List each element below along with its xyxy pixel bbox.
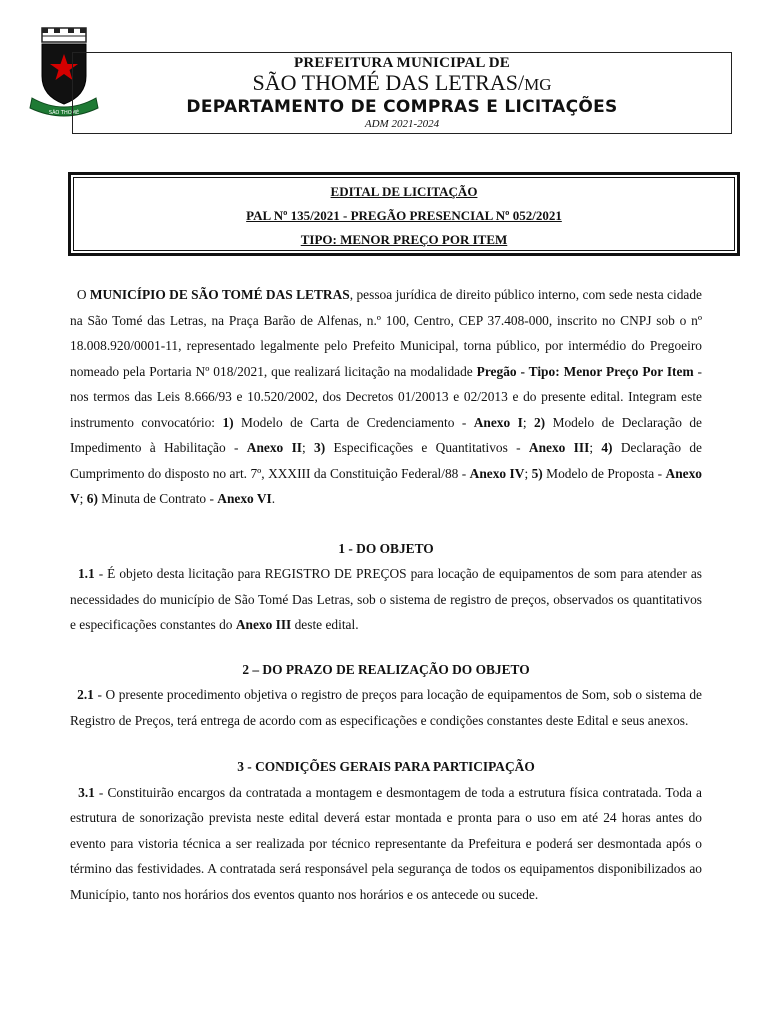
municipal-crest [28, 24, 80, 120]
section-3-title: 3 - CONDIÇÕES GERAIS PARA PARTICIPAÇÃO [237, 759, 535, 774]
edital-process-number: PAL Nº 135/2021 - PREGÃO PRESENCIAL Nº 052/2021 [246, 208, 562, 223]
header-administration: ADM 2021-2024 [364, 118, 440, 130]
section-1-title: 1 - DO OBJETO [338, 540, 434, 556]
svg-text:SÃO THOMÉ: SÃO THOMÉ [48, 110, 80, 116]
section-2-paragraph: 2.1 - O presente procedimento objetiva o registro de preços para locação de equipamentos de Som, sob o sistema de Registro de Preços, terá entrega de acordo com as especificações e condições constantes deste Edital e seus anexos. [70, 687, 702, 728]
edital-title: EDITAL DE LICITAÇÃO [330, 184, 478, 199]
header-department: DEPARTAMENTO DE COMPRAS E LICITAÇÕES [186, 97, 618, 117]
edital-type: TIPO: MENOR PREÇO POR ITEM [300, 232, 508, 247]
section-1-paragraph: 1.1 - É objeto desta licitação para REGISTRO DE PREÇOS para locação de equipamentos de som para atender as necessidades do município de São Tomé Das Letras, sob o sistema de registro de preços, observados os quantitativos e especificações constantes do Anexo III deste edital. [70, 566, 702, 632]
header-city: SÃO THOMÉ DAS LETRAS/MG [252, 70, 552, 95]
header-box [72, 52, 732, 134]
section-2-title: 2 – DO PRAZO DE REALIZAÇÃO DO OBJETO [242, 661, 530, 677]
edital-title-box [68, 172, 740, 256]
document-body [70, 282, 702, 907]
header-prefeitura: PREFEITURA MUNICIPAL DE [293, 55, 510, 71]
section-3-paragraph: 3.1 - Constituirão encargos da contratada a montagem e desmontagem de toda a estrutura física contratada. Toda a estrutura de sonorização prevista neste edital deverá estar montada e pronta para o uso em até 24 horas antes do evento para vistoria técnica a ser realizada por técnico representante da Prefeitura e poderá ser desmontada após o término das festividades. A contratada será responsável pela segurança de todos os equipamentos disponibilizados ao Município, tanto nos horários dos eventos quanto nos horários e os antecede ou sucede. [70, 784, 702, 902]
intro-paragraph: O MUNICÍPIO DE SÃO TOMÉ DAS LETRAS, pessoa jurídica de direito público interno, com sede nesta cidade na São Tomé das Letras, na Praça Barão de Alfenas, n.º 100, Centro, CEP 37.408-000, inscrito no CNPJ sob o nº 18.008.920/0001-11, representado legalmente pelo Prefeito Municipal, torna público, por intermédio do Pregoeiro nomeado pela Portaria Nº 018/2021, que realizará licitação na modalidade Pregão - Tipo: Menor Preço Por Item - nos termos das Leis 8.666/93 e 10.520/2002, dos Decretos 01/20013 e 02/2013 e do presente edital. Integram este instrumento convocatório: 1) Modelo de Carta de Credenciamento - Anexo I; 2) Modelo de Declaração de Impedimento à Habilitação - Anexo II; 3) Especificações e Quantitativos - Anexo III; 4) Declaração de Cumprimento do disposto no art. 7º, XXXIII da Constituição Federal/88 - Anexo IV; 5) Modelo de Proposta - Anexo V; 6) Minuta de Contrato - Anexo VI. [70, 287, 702, 506]
